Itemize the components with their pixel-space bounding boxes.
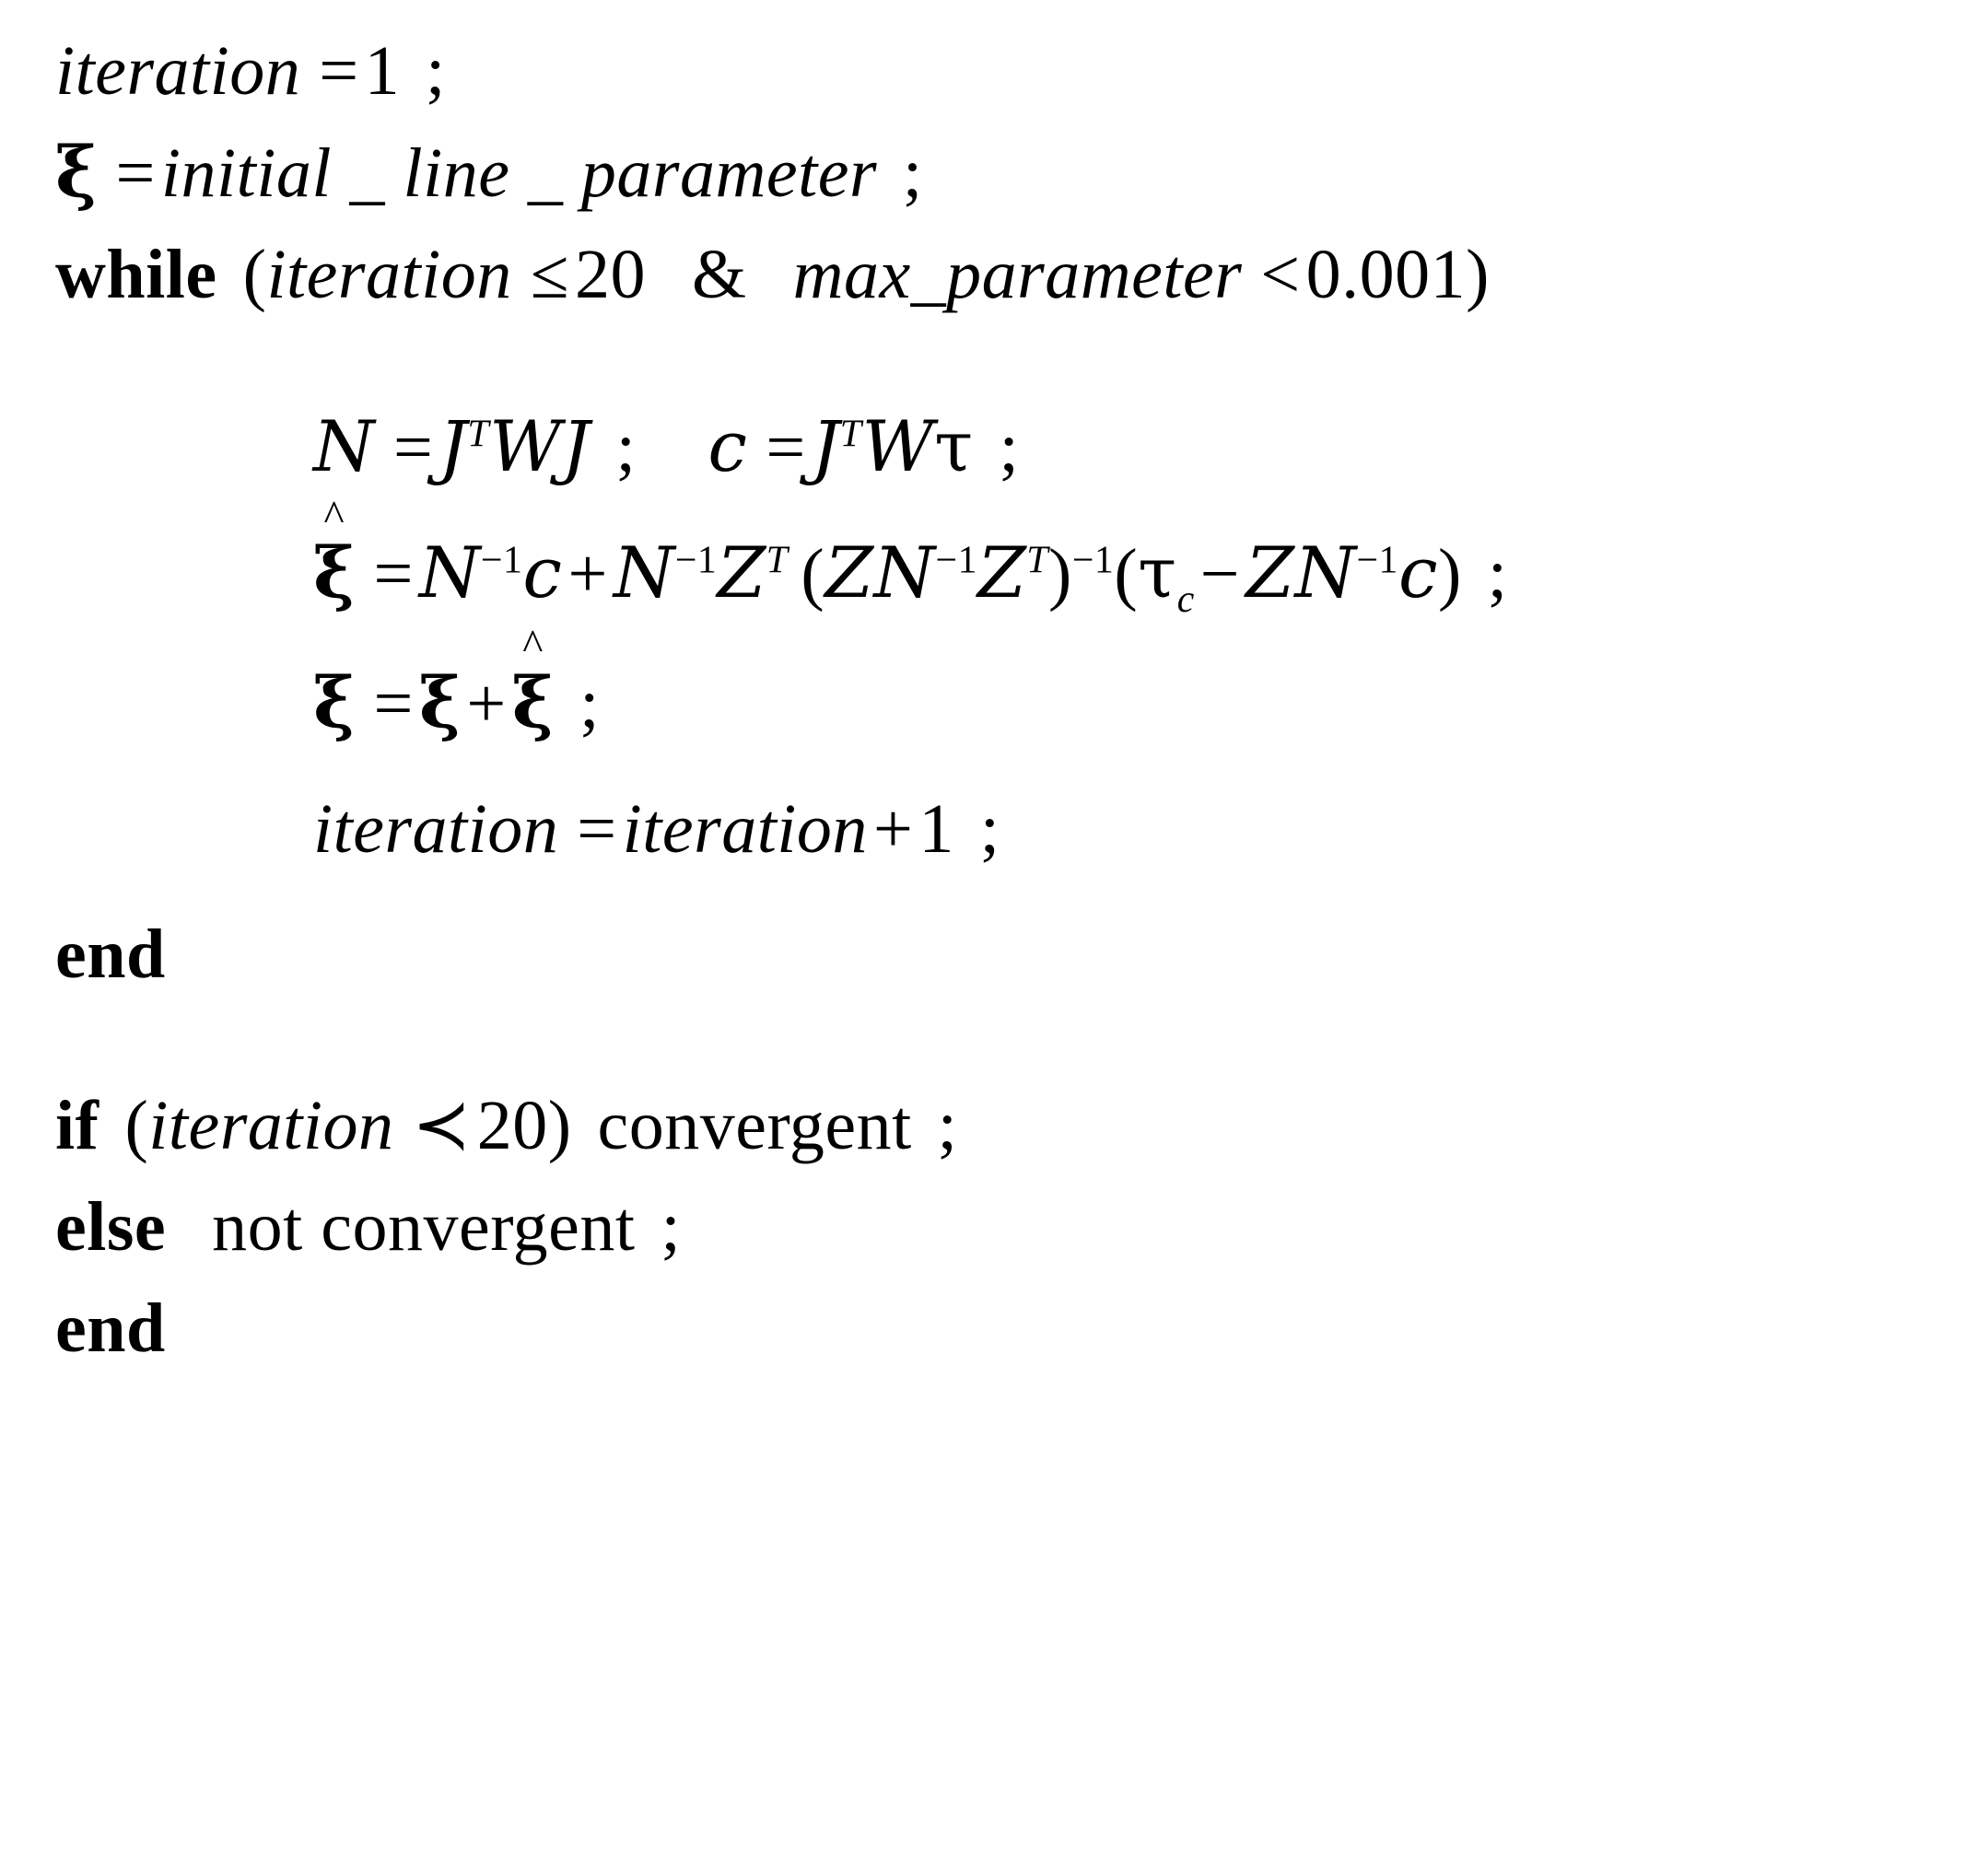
statement-terminator: ; [979,789,1000,868]
matrix-N: N [313,404,375,487]
inverse-superscript-2: −1 [674,539,718,582]
statement-terminator: ; [937,1087,958,1165]
hat-accent: ^ [323,492,345,541]
spacer [55,628,1953,652]
matrix-J: J [439,404,468,487]
inverse-superscript: −1 [480,539,523,582]
value-20: 20 [476,1087,548,1165]
spacer [55,1005,1953,1075]
paren-open-2: ( [1114,534,1139,613]
keyword-while: while [55,236,217,314]
matrix-W: W [489,404,562,487]
inverse-superscript-5: −1 [1356,539,1398,582]
matrix-N-inv-2: N [613,531,675,613]
plus-operator: + [872,789,914,868]
condition-value-20: 20 [574,236,646,314]
equals-operator: = [393,408,434,486]
inverse-superscript-3: −1 [935,539,977,582]
symbol-tau: τ [934,404,974,487]
matrix-Z-2: Z [1245,531,1295,613]
statement-terminator-2: ; [999,408,1020,486]
plus-operator: + [466,664,507,742]
equals-operator: = [577,789,617,868]
line-init-xi [55,122,1953,224]
variable-iteration: iteration [148,1087,394,1165]
paren-close: ) [1466,236,1490,314]
spacer [55,326,1953,396]
minus-operator: − [1199,534,1241,613]
variable-iteration: iteration [55,32,301,110]
keyword-end: end [55,915,166,993]
line-iteration-increment [55,778,1953,880]
symbol-xi: ξ [55,131,98,214]
transpose-superscript: T [467,413,490,456]
value-initial-line-parameter: initial _ line _ parameter [160,134,878,213]
equals-operator: = [319,32,359,110]
symbol-xi-hat: ξ [511,660,555,743]
matrix-W-2: W [861,404,935,487]
matrix-N-inner: N [873,531,936,613]
line-end-if [55,1278,1953,1379]
result-not-convergent: not convergent [212,1188,636,1267]
symbol-tau-c: τ [1138,531,1177,613]
paren-open-1: ( [801,534,825,613]
tau-subscript-c: c [1176,578,1195,621]
matrix-Z: Z [717,531,766,613]
plus-operator: + [567,534,608,613]
statement-terminator: ; [661,1188,682,1267]
line-xi-update [55,622,1953,754]
condition-variable-max-parameter: max_parameter [792,236,1243,314]
keyword-else: else [55,1188,167,1267]
spacer [55,754,1953,778]
matrix-J-3: J [811,404,840,487]
keyword-if: if [55,1087,99,1165]
matrix-J-2: J [561,404,591,487]
transpose-superscript-3: T [1026,539,1049,582]
value-one: 1 [364,32,401,110]
line-normal-equations [55,396,1953,498]
variable-iteration-lhs: iteration [313,789,559,868]
xi-hat-group [313,492,356,625]
line-if-convergent [55,1075,1953,1176]
spacer [55,880,1953,904]
condition-value-0001: 0.001 [1305,236,1467,314]
variable-iteration-rhs: iteration [622,789,868,868]
equals-operator: = [373,664,414,742]
matrix-N-inv: N [418,531,481,613]
inverse-superscript-4: −1 [1071,539,1115,582]
statement-terminator: ; [903,134,923,213]
matrix-Z-inner-2: Z [976,531,1027,613]
matrix-Z-inner: Z [824,531,874,613]
statement-terminator: ; [1487,534,1508,613]
line-init-iteration [55,20,1953,122]
equals-operator: = [115,134,156,213]
equals-operator-2: = [766,408,806,486]
hat-accent: ^ [522,622,544,671]
statement-terminator: ; [615,408,637,486]
paren-close-1: ) [1048,534,1072,613]
logical-and-operator: & [691,236,747,314]
line-else-not-convergent [55,1176,1953,1278]
keyword-end: end [55,1290,166,1368]
condition-variable-iteration: iteration [266,236,512,314]
statement-terminator: ; [579,664,600,742]
paren-open: ( [242,236,267,314]
transpose-superscript-2: T [839,413,862,456]
matrix-N-inv-3: N [1294,531,1357,613]
equals-operator: = [373,534,414,613]
result-convergent: convergent [597,1087,912,1165]
value-one: 1 [918,789,954,868]
less-than-operator: < [1260,236,1301,314]
transpose-superscript: T [766,539,789,582]
symbol-xi-rhs: ξ [418,660,462,743]
paren-open: ( [124,1087,149,1165]
algorithm-block [55,20,1953,1380]
vector-c-2: c [1397,531,1439,613]
line-while [55,224,1953,325]
xi-hat-group [511,622,555,754]
vector-c: c [522,531,563,613]
line-end-while [55,904,1953,1005]
symbol-xi-lhs: ξ [313,660,356,743]
paren-close-2: ) [1438,534,1462,613]
symbol-xi-hat: ξ [313,531,356,613]
statement-terminator: ; [426,32,446,110]
precedes-operator: ≺ [412,1087,472,1165]
line-xi-hat-solution [55,492,1953,628]
less-equal-operator: ≤ [530,236,569,314]
vector-c: c [707,404,748,487]
paren-close: ) [547,1087,572,1165]
